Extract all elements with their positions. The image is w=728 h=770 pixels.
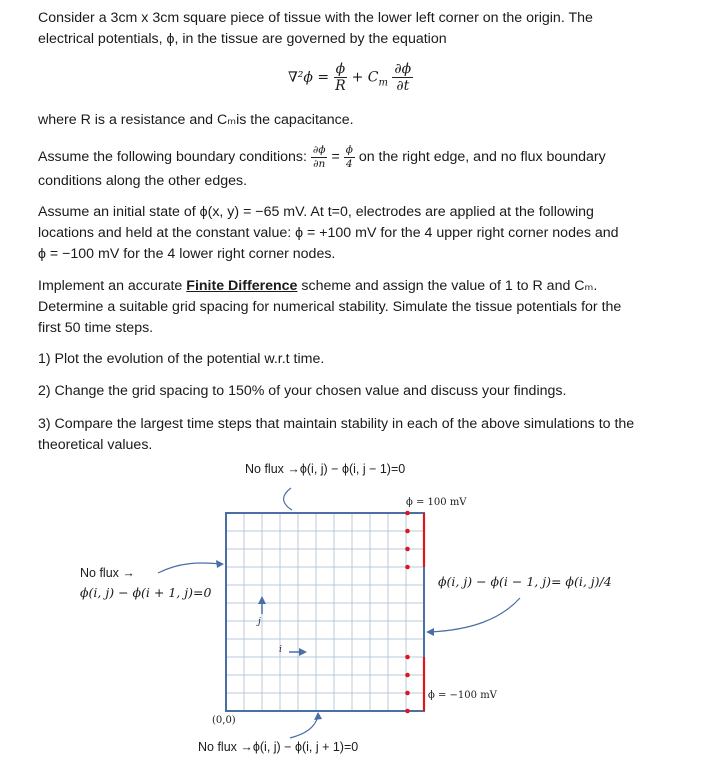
j-axis-text: j [258,617,261,627]
i-axis-arrow-head [299,648,307,656]
right-arrow [430,598,520,632]
initial-line-2: locations and held at the constant value: ϕ = +100 mV for the 4 upper right corner nodes and [38,225,619,241]
intro-line-2: electrical potentials, ϕ, in the tissue are governed by the equation [38,31,447,47]
implement-pre: Implement an accurate [38,278,183,294]
j-axis-label [258,617,261,627]
right-boundary-label [438,574,612,589]
bc-suffix: on the right edge, and no flux boundary [358,148,606,165]
frac-num: ∂ϕ [312,144,326,156]
top-boundary-text: No flux →ϕ(i, j) − ϕ(i, j − 1)=0 [245,462,406,476]
task-2-text: 2) Change the grid spacing to 150% of your chosen value and discuss your findings. [38,383,567,399]
i-axis-text: i [279,645,282,655]
equation-sub-m: m [378,77,388,89]
bc-equals: = [331,148,340,165]
frac-num: ϕ [335,61,346,77]
left-arrow-head [216,560,224,568]
top-arrow [284,488,292,510]
task-3-line-1: 3) Compare the largest time steps that maintain stability in each of the above simulations to the [38,416,635,432]
j-axis-arrow-head [258,596,266,604]
implement-line-3: first 50 time steps. [38,320,154,336]
bottom-arrow-head [314,712,322,720]
upper-electrode-text: ϕ = 100 mV [406,497,467,508]
upper-electrode-node [405,511,410,516]
upper-electrode-node [405,547,410,552]
frac-num: ∂ϕ [394,61,412,77]
lower-electrode-node [405,655,410,660]
lower-electrode-node [405,673,410,678]
origin-text: (0,0) [212,715,236,726]
initial-line-1: Assume an initial state of ϕ(x, y) = −65 mV. At t=0, electrodes are applied at the following [38,204,594,220]
tissue-grid [226,513,424,711]
left-boundary-text-2: ϕ(i, j) − ϕ(i + 1, j)=0 [80,585,212,600]
frac-den: 4 [345,157,353,170]
lower-electrode-node [405,691,410,696]
implement-line-2: Determine a suitable grid spacing for numerical stability. Simulate the tissue potentials for the [38,299,622,315]
right-boundary-text: ϕ(i, j) − ϕ(i − 1, j)= ϕ(i, j)/4 [438,574,612,589]
task-1-text: 1) Plot the evolution of the potential w.r.t time. [38,351,325,367]
upper-electrode-node [405,529,410,534]
left-boundary-text-1: No flux → [80,566,135,580]
grid-border [226,513,424,711]
implement-post: scheme and assign the value of 1 to R and Cₘ. [301,278,598,294]
frac-den: ∂n [313,157,326,170]
right-arrow-head [426,628,434,636]
bottom-boundary-text: No flux →ϕ(i, j) − ϕ(i, j + 1)=0 [198,740,359,754]
task-3-line-2: theoretical values. [38,437,153,453]
bottom-arrow [290,716,318,738]
initial-line-3: ϕ = −100 mV for the 4 lower right corner nodes. [38,246,336,262]
lower-electrode-value [428,690,497,701]
frac-den: R [335,78,346,94]
where-text: where R is a resistance and Cₘis the capacitance. [38,112,354,128]
frac-den: ∂t [396,78,410,94]
lower-electrode-text: ϕ = −100 mV [428,690,497,701]
frac-num: ϕ [345,144,353,156]
equation-plus-cm: + C [351,69,379,86]
bc-prefix: Assume the following boundary conditions: [38,148,307,165]
origin-label [212,715,236,726]
upper-electrode-node [405,565,410,570]
left-boundary-label-1 [80,566,135,580]
lower-electrode-node [405,709,410,714]
finite-difference-link[interactable]: Finite Difference [186,278,298,294]
electrodes [405,511,424,714]
bottom-boundary-label [198,740,358,754]
equation-lhs: ∇²ϕ = [288,69,330,86]
top-boundary-label [245,462,405,476]
i-axis-label [279,645,282,655]
left-arrow [158,563,220,573]
intro-line-1: Consider a 3cm x 3cm square piece of tissue with the lower left corner on the origin. The [38,10,593,26]
upper-electrode-value [406,497,467,508]
left-boundary-label-2 [80,585,211,600]
bc-line-2: conditions along the other edges. [38,173,248,189]
